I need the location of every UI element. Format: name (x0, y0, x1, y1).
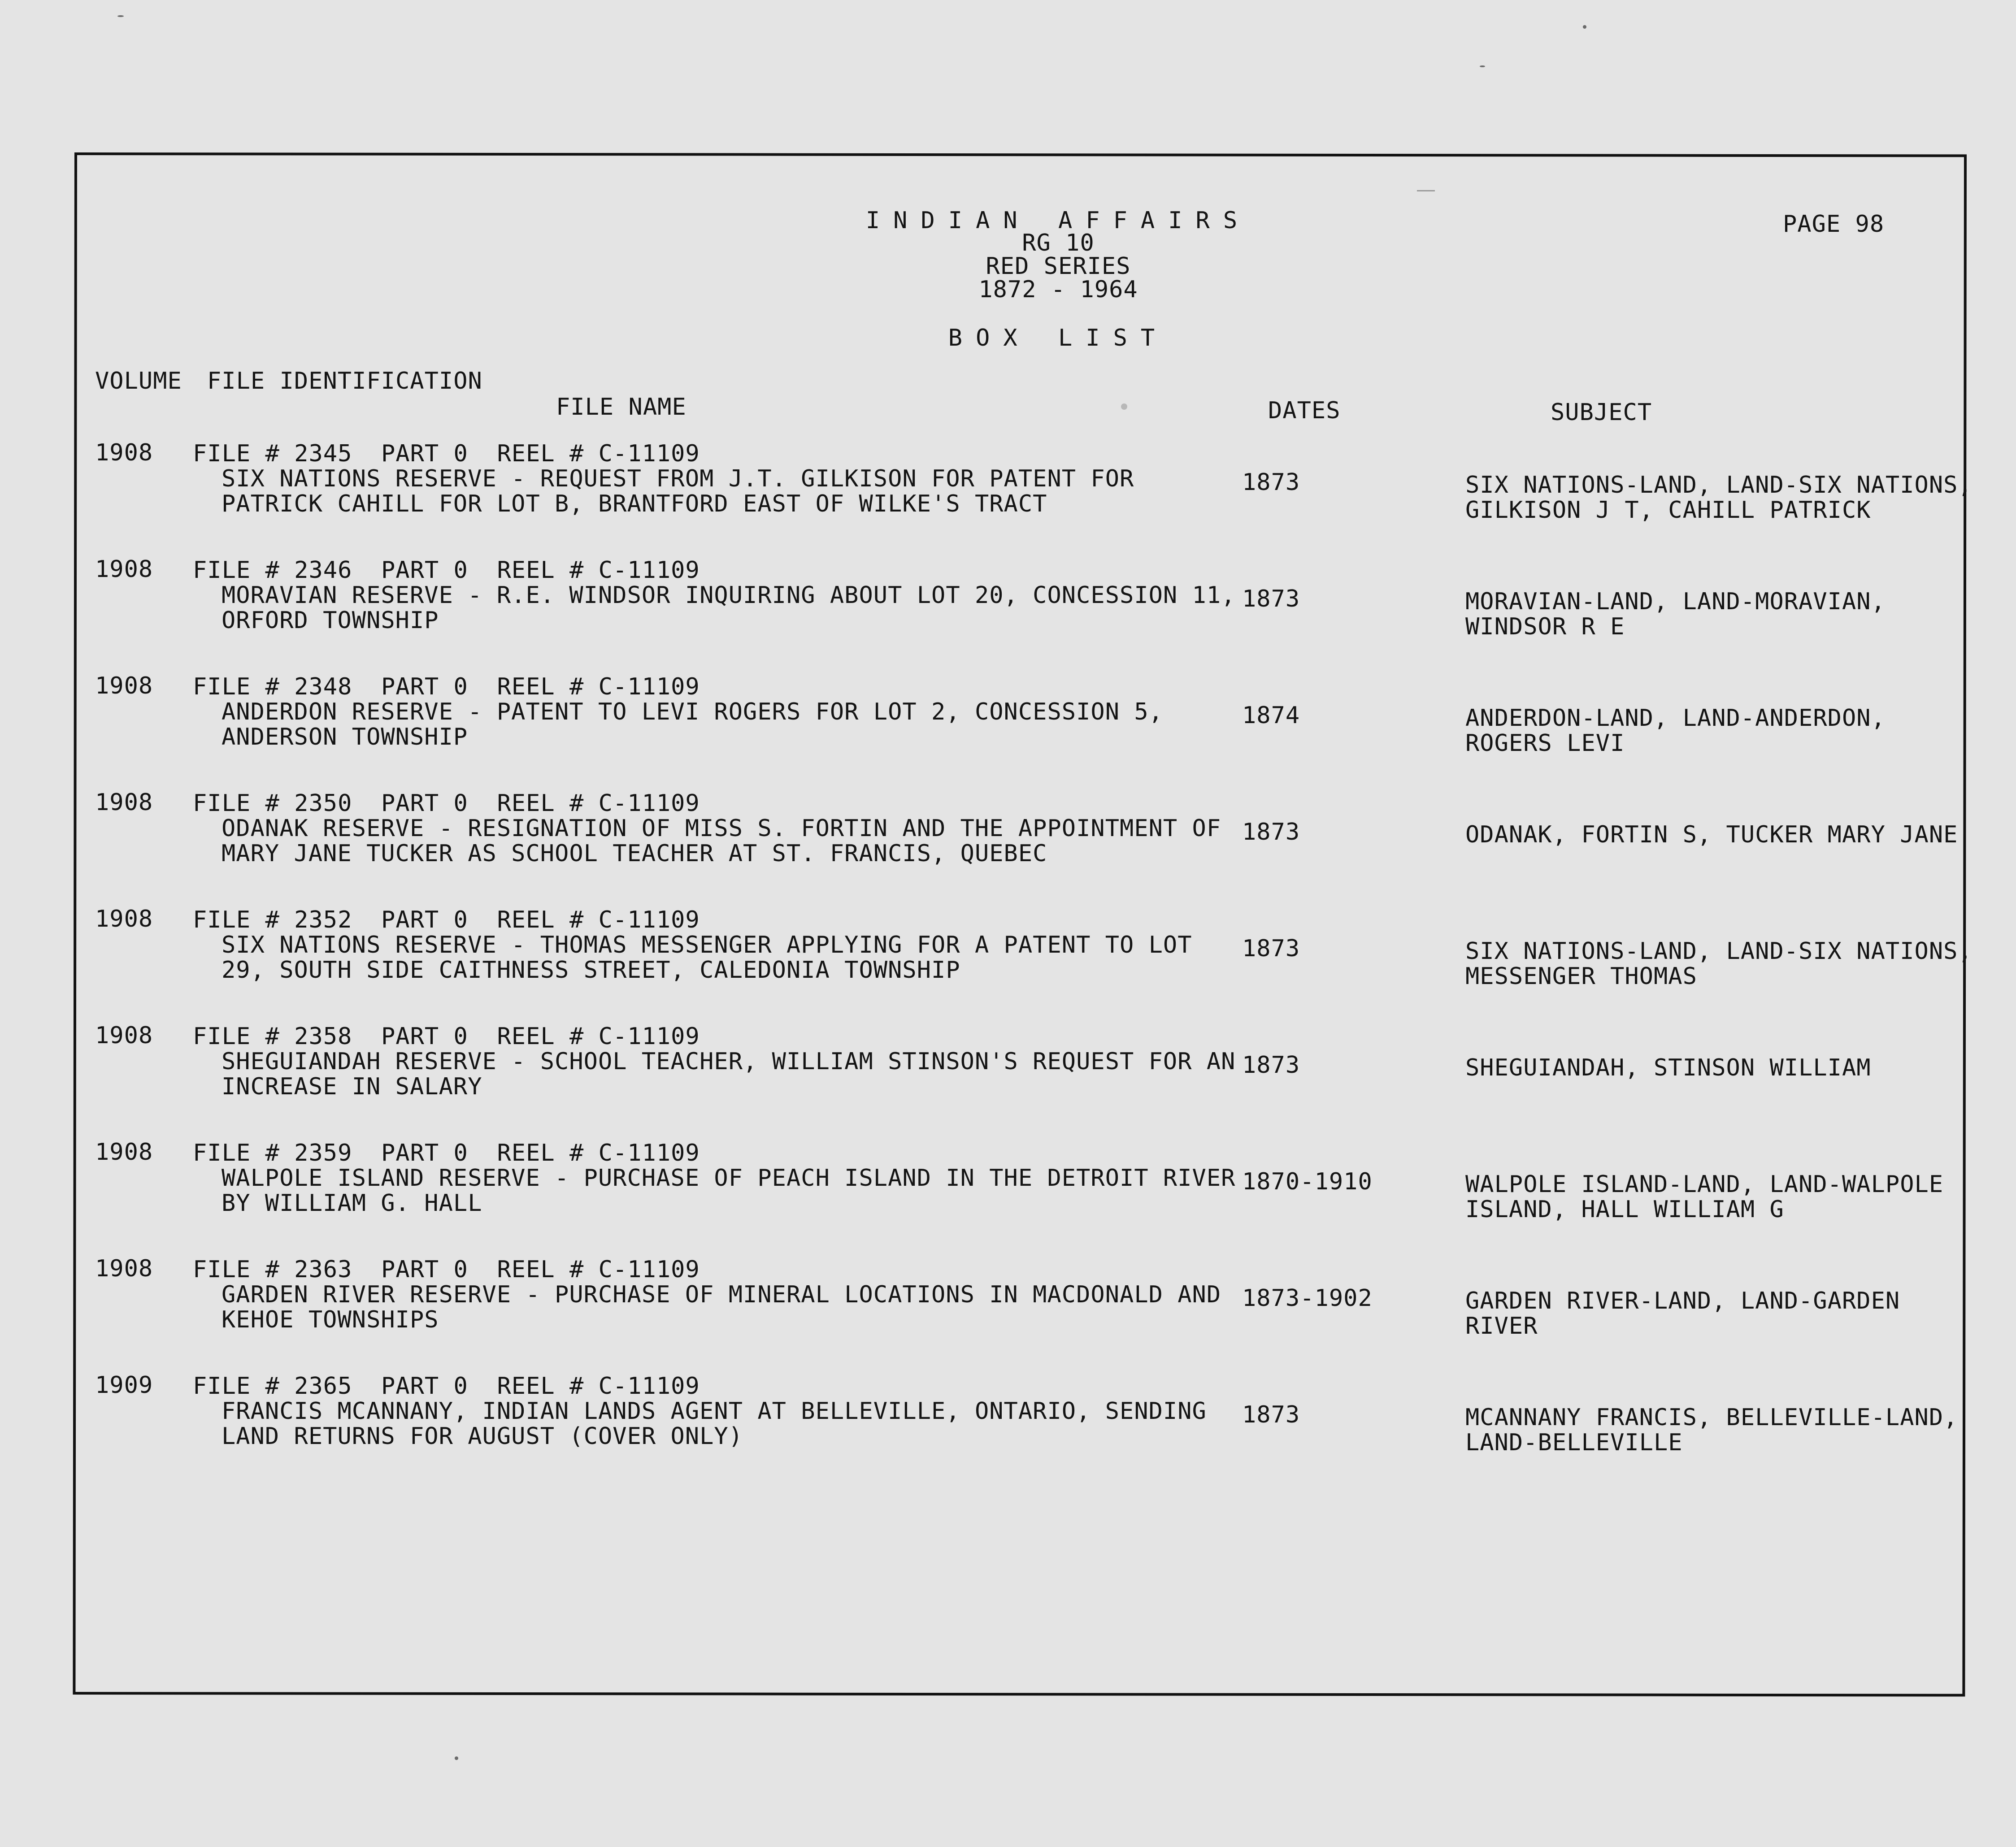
entry-file-name: SIX NATIONS RESERVE - THOMAS MESSENGER APPLYING FOR A PATENT TO LOT 29, SOUTH SIDE CAITHNESS STREET, CALEDONIA TOWNSHIP (222, 932, 1192, 984)
entry-dates: 1873 (1242, 469, 1300, 496)
entry-volume: 1908 (95, 1255, 153, 1282)
record-group: RG 10 (1022, 230, 1095, 256)
entry-file-id: FILE # 2346 PART 0 REEL # C-11109 (193, 557, 700, 584)
agency-title: INDIAN AFFAIRS (865, 207, 1251, 234)
entry-subject: ANDERDON-LAND, LAND-ANDERDON, ROGERS LEVI (1465, 705, 1886, 757)
scan-speck (455, 1756, 458, 1760)
entry-file-id: FILE # 2365 PART 0 REEL # C-11109 (193, 1373, 700, 1400)
entry-subject: ODANAK, FORTIN S, TUCKER MARY JANE (1465, 821, 1958, 848)
entry-dates: 1873 (1242, 1052, 1300, 1079)
entry-volume: 1908 (95, 906, 153, 932)
entry-subject: SHEGUIANDAH, STINSON WILLIAM (1465, 1054, 1871, 1081)
entry-file-name: MORAVIAN RESERVE - R.E. WINDSOR INQUIRING ABOUT LOT 20, CONCESSION 11, ORFORD TOWNSHIP (222, 582, 1236, 634)
entry-dates: 1873 (1242, 585, 1300, 612)
column-file-identification-heading: FILE IDENTIFICATION (207, 368, 482, 395)
entry-dates: 1873-1902 (1242, 1285, 1373, 1312)
entry-volume: 1908 (95, 672, 153, 699)
scan-speck (117, 15, 124, 17)
entry-subject: MORAVIAN-LAND, LAND-MORAVIAN, WINDSOR R E (1465, 588, 1886, 640)
entry-subject: GARDEN RIVER-LAND, LAND-GARDEN RIVER (1465, 1288, 1900, 1340)
entry-file-id: FILE # 2345 PART 0 REEL # C-11109 (193, 440, 700, 467)
entry-file-name: ANDERDON RESERVE - PATENT TO LEVI ROGERS FOR LOT 2, CONCESSION 5, ANDERSON TOWNSHIP (222, 698, 1163, 750)
entry-file-name: SIX NATIONS RESERVE - REQUEST FROM J.T. GILKISON FOR PATENT FOR PATRICK CAHILL FOR LOT B, BRANTFORD EAST OF WILKE'S TRACT (222, 465, 1134, 517)
entry-file-name: WALPOLE ISLAND RESERVE - PURCHASE OF PEACH ISLAND IN THE DETROIT RIVER BY WILLIAM G. HALL (222, 1165, 1236, 1217)
entry-dates: 1873 (1242, 1401, 1300, 1428)
entry-volume: 1908 (95, 789, 153, 816)
entry-file-name: SHEGUIANDAH RESERVE - SCHOOL TEACHER, WILLIAM STINSON'S REQUEST FOR AN INCREASE IN SALARY (222, 1048, 1236, 1100)
series-name: RED SERIES (986, 253, 1131, 280)
entry-subject: MCANNANY FRANCIS, BELLEVILLE-LAND, LAND-BELLEVILLE (1465, 1404, 1958, 1456)
entry-file-id: FILE # 2350 PART 0 REEL # C-11109 (193, 790, 700, 817)
entry-dates: 1874 (1242, 702, 1300, 729)
entry-dates: 1873 (1242, 935, 1300, 962)
series-date-range: 1872 - 1964 (978, 276, 1138, 303)
entry-volume: 1908 (95, 1022, 153, 1049)
entry-dates: 1870-1910 (1242, 1168, 1373, 1195)
entry-dates: 1873 (1242, 819, 1300, 845)
entry-file-id: FILE # 2352 PART 0 REEL # C-11109 (193, 906, 700, 933)
column-volume-heading: VOLUME (95, 368, 182, 395)
entry-volume: 1908 (95, 439, 153, 466)
column-file-name-heading: FILE NAME (556, 394, 686, 421)
column-dates-heading: DATES (1268, 397, 1341, 424)
scan-speck (1583, 25, 1586, 29)
entry-file-id: FILE # 2363 PART 0 REEL # C-11109 (193, 1256, 700, 1283)
entry-file-id: FILE # 2348 PART 0 REEL # C-11109 (193, 673, 700, 700)
entry-subject: SIX NATIONS-LAND, LAND-SIX NATIONS, GILKISON J T, CAHILL PATRICK (1465, 472, 1973, 524)
column-subject-heading: SUBJECT (1551, 399, 1652, 426)
entry-volume: 1908 (95, 1139, 153, 1166)
entry-subject: SIX NATIONS-LAND, LAND-SIX NATIONS, MESSENGER THOMAS (1465, 938, 1973, 990)
entry-volume: 1909 (95, 1372, 153, 1399)
entry-subject: WALPOLE ISLAND-LAND, LAND-WALPOLE ISLAND, HALL WILLIAM G (1465, 1171, 1944, 1223)
entry-volume: 1908 (95, 556, 153, 583)
scan-speck (1480, 65, 1485, 67)
entry-file-name: GARDEN RIVER RESERVE - PURCHASE OF MINERAL LOCATIONS IN MACDONALD AND KEHOE TOWNSHIPS (222, 1281, 1221, 1333)
entry-file-name: ODANAK RESERVE - RESIGNATION OF MISS S. FORTIN AND THE APPOINTMENT OF MARY JANE TUCKER AS SCHOOL TEACHER AT ST. FRANCIS, QUEBEC (222, 815, 1221, 867)
list-type-heading: BOX LIST (948, 325, 1169, 351)
entry-file-name: FRANCIS MCANNANY, INDIAN LANDS AGENT AT BELLEVILLE, ONTARIO, SENDING LAND RETURNS FOR AUGUST (COVER ONLY) (222, 1398, 1207, 1450)
entry-file-id: FILE # 2359 PART 0 REEL # C-11109 (193, 1140, 700, 1166)
entry-file-id: FILE # 2358 PART 0 REEL # C-11109 (193, 1023, 700, 1050)
page-number: PAGE 98 (1783, 211, 1885, 238)
